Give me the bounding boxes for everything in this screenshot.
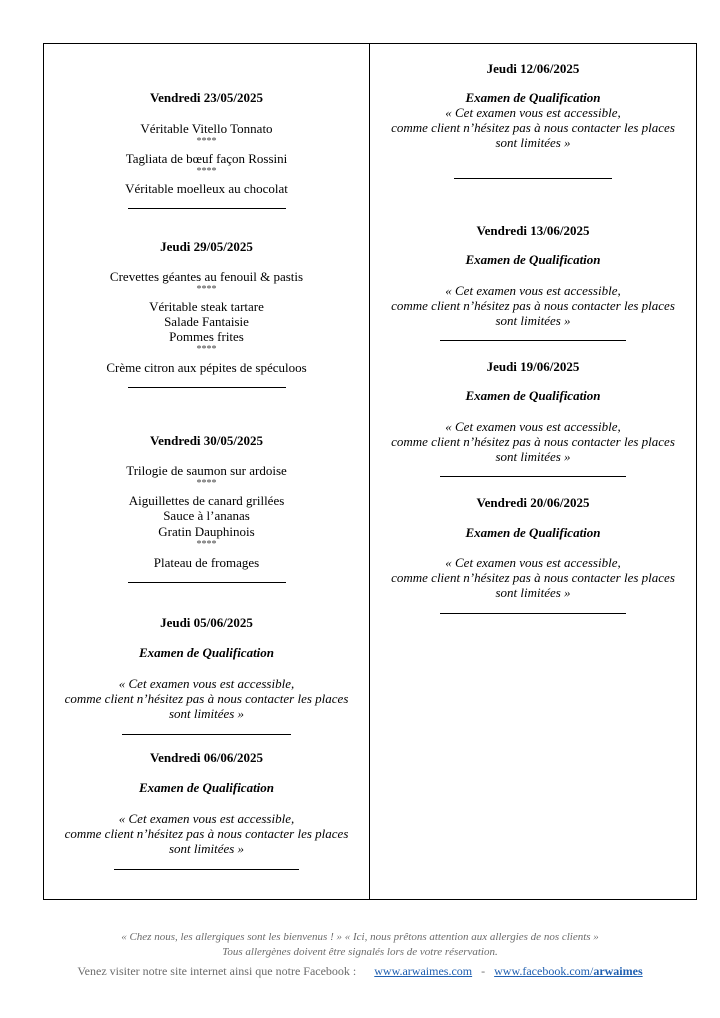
event-note: comme client n’hésitez pas à nous contacter les places xyxy=(64,691,349,706)
event-title: Examen de Qualification xyxy=(465,525,601,540)
event-note: « Cet examen vous est accessible, xyxy=(445,283,621,298)
dish: Véritable steak tartare xyxy=(149,299,264,314)
event-note: sont limitées » xyxy=(495,135,571,150)
section-divider xyxy=(128,208,286,209)
dish: Salade Fantaisie xyxy=(164,314,249,329)
allergy-reservation-notice: Tous allergènes doivent être signalés lors de votre réservation. xyxy=(222,946,498,958)
dish: Véritable moelleux au chocolat xyxy=(125,181,288,196)
visit-text: Venez visiter notre site internet ainsi que notre Facebook : xyxy=(77,964,357,978)
dish: Crème citron aux pépites de spéculoos xyxy=(106,360,307,375)
event-title: Examen de Qualification xyxy=(465,90,601,105)
event-note: comme client n’hésitez pas à nous contacter les places xyxy=(391,120,675,135)
event-note: « Cet examen vous est accessible, xyxy=(118,676,295,691)
dish: Trilogie de saumon sur ardoise xyxy=(126,463,287,478)
facebook-handle: arwaimes xyxy=(593,964,643,978)
link-separator: - xyxy=(481,964,486,978)
event-note: « Cet examen vous est accessible, xyxy=(445,555,621,570)
section-divider xyxy=(440,340,626,341)
dish: Tagliata de bœuf façon Rossini xyxy=(125,151,288,166)
section-divider xyxy=(122,734,291,735)
right-column xyxy=(370,43,696,900)
links-line xyxy=(0,963,720,979)
section-divider xyxy=(454,178,612,179)
event-title: Examen de Qualification xyxy=(465,252,601,267)
dish: Aiguillettes de canard grillées xyxy=(128,493,285,508)
dish: Plateau de fromages xyxy=(153,555,260,570)
event-note: sont limitées » xyxy=(168,841,245,856)
event-note: sont limitées » xyxy=(495,585,571,600)
section-divider xyxy=(128,387,286,388)
day-title: Vendredi 20/06/2025 xyxy=(476,495,590,510)
day-title: Vendredi 30/05/2025 xyxy=(149,433,264,448)
event-note: sont limitées » xyxy=(495,313,571,328)
section-divider xyxy=(440,476,626,477)
left-column xyxy=(44,43,369,900)
dish: Gratin Dauphinois xyxy=(158,524,255,539)
allergy-notice: « Chez nous, les allergiques sont les bienvenus ! » « Ici, nous prêtons attention aux allergies de nos clients » xyxy=(121,931,599,943)
event-note: comme client n’hésitez pas à nous contacter les places xyxy=(64,826,349,841)
course-separator: **** xyxy=(196,344,217,355)
day-title: Vendredi 06/06/2025 xyxy=(149,750,264,765)
day-title: Jeudi 05/06/2025 xyxy=(160,615,253,630)
course-separator: **** xyxy=(196,284,217,295)
day-title: Jeudi 12/06/2025 xyxy=(486,61,580,76)
event-note: comme client n’hésitez pas à nous contacter les places xyxy=(391,570,675,585)
day-title: Vendredi 13/06/2025 xyxy=(476,223,590,238)
day-title: Jeudi 29/05/2025 xyxy=(160,239,253,254)
event-note: « Cet examen vous est accessible, xyxy=(118,811,295,826)
footer xyxy=(0,930,720,979)
course-separator: **** xyxy=(196,478,217,489)
event-note: sont limitées » xyxy=(168,706,245,721)
event-note: comme client n’hésitez pas à nous contacter les places xyxy=(391,298,675,313)
dish: Pommes frites xyxy=(169,329,244,344)
event-note: « Cet examen vous est accessible, xyxy=(445,419,621,434)
event-title: Examen de Qualification xyxy=(138,780,275,795)
section-divider xyxy=(128,582,286,583)
dish: Crevettes géantes au fenouil & pastis xyxy=(109,269,304,284)
facebook-prefix: www.facebook.com/ xyxy=(494,964,594,978)
event-note: sont limitées » xyxy=(495,449,571,464)
event-title: Examen de Qualification xyxy=(465,388,601,403)
day-title: Jeudi 19/06/2025 xyxy=(486,359,580,374)
course-separator: **** xyxy=(196,136,217,147)
website-link[interactable]: www.arwaimes.com xyxy=(374,964,473,978)
course-separator: **** xyxy=(196,539,217,550)
event-note: comme client n’hésitez pas à nous contacter les places xyxy=(391,434,675,449)
course-separator: **** xyxy=(196,166,217,177)
facebook-link[interactable] xyxy=(494,964,643,978)
day-title: Vendredi 23/05/2025 xyxy=(149,90,264,105)
section-divider xyxy=(114,869,299,870)
dish: Véritable Vitello Tonnato xyxy=(140,121,273,136)
event-title: Examen de Qualification xyxy=(138,645,275,660)
section-divider xyxy=(440,613,626,614)
dish: Sauce à l’ananas xyxy=(163,508,250,523)
event-note: « Cet examen vous est accessible, xyxy=(445,105,621,120)
